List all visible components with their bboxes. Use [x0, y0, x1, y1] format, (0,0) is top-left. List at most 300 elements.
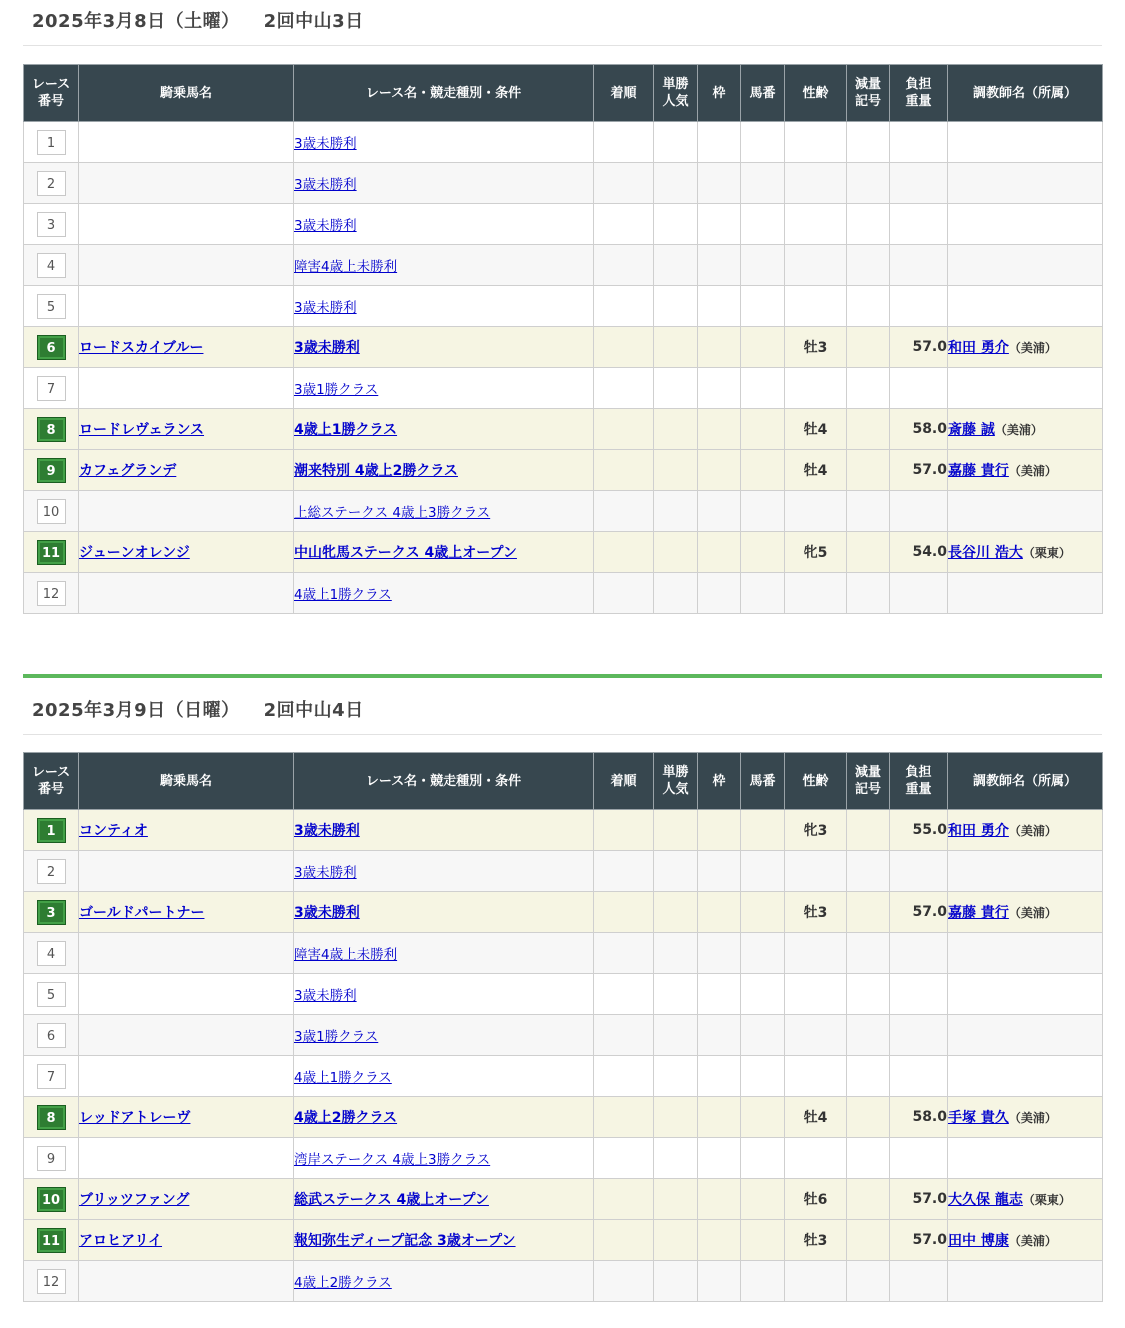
- horse-name-link[interactable]: レッドアトレーヴ: [79, 1110, 191, 1126]
- race-name-link[interactable]: 3歳未勝利: [294, 300, 357, 316]
- race-name-link[interactable]: 4歳上1勝クラス: [294, 422, 398, 438]
- race-number-cell: [24, 450, 79, 491]
- sex-age-cell: [785, 286, 847, 327]
- race-number-cell: [24, 1138, 79, 1179]
- col-race-name-header: レース名・競走種別・条件: [294, 753, 594, 810]
- race-name-link[interactable]: 総武ステークス 4歳上オープン: [294, 1192, 489, 1208]
- table-row: [24, 1261, 1103, 1302]
- popularity-cell: [654, 1097, 698, 1138]
- col-reduction-header: 減量 記号: [847, 65, 890, 122]
- finish-cell: [594, 892, 654, 933]
- trainer-link[interactable]: 和田 勇介: [948, 823, 1009, 839]
- race-number-badge[interactable]: 7: [37, 376, 66, 401]
- horse-name-cell: [79, 851, 294, 892]
- race-name-cell: [294, 491, 594, 532]
- trainer-cell: [948, 122, 1103, 163]
- popularity-cell: [654, 573, 698, 614]
- race-number-cell: [24, 286, 79, 327]
- race-name-cell: [294, 163, 594, 204]
- horse-name-cell: [79, 1056, 294, 1097]
- table-row: [24, 1220, 1103, 1261]
- finish-cell: [594, 491, 654, 532]
- horse-name-link[interactable]: コンティオ: [79, 823, 148, 839]
- umaban-cell: [741, 204, 785, 245]
- race-name-link[interactable]: 4歳上1勝クラス: [294, 1070, 392, 1086]
- popularity-cell: [654, 409, 698, 450]
- umaban-cell: [741, 892, 785, 933]
- race-name-link[interactable]: 4歳上1勝クラス: [294, 587, 392, 603]
- horse-name-cell: [79, 122, 294, 163]
- popularity-cell: [654, 204, 698, 245]
- weight-cell: [890, 122, 948, 163]
- reduction-cell: [847, 1056, 890, 1097]
- horse-name-cell: [79, 974, 294, 1015]
- reduction-cell: [847, 163, 890, 204]
- finish-cell: [594, 573, 654, 614]
- header-row: [24, 65, 1103, 122]
- race-name-link[interactable]: 湾岸ステークス 4歳上3勝クラス: [294, 1152, 491, 1168]
- sex-age-cell: [785, 204, 847, 245]
- umaban-cell: [741, 409, 785, 450]
- race-name-link[interactable]: 中山牝馬ステークス 4歳上オープン: [294, 545, 517, 561]
- col-race-number-header: レース 番号: [24, 753, 79, 810]
- race-number-badge[interactable]: 10: [37, 499, 66, 524]
- day-date: 2025年3月8日（土曜）: [32, 11, 240, 32]
- umaban-cell: [741, 450, 785, 491]
- race-name-cell: [294, 286, 594, 327]
- race-number-badge[interactable]: 8: [37, 1105, 66, 1130]
- horse-name-cell: [79, 450, 294, 491]
- reduction-cell: [847, 1179, 890, 1220]
- race-number-badge[interactable]: 3: [37, 900, 66, 925]
- finish-cell: [594, 450, 654, 491]
- sex-age-cell: 牡4: [785, 1097, 847, 1138]
- reduction-cell: [847, 532, 890, 573]
- horse-name-cell: [79, 532, 294, 573]
- race-number-badge[interactable]: 1: [37, 818, 66, 843]
- col-popularity-header: 単勝 人気: [654, 753, 698, 810]
- race-number-badge[interactable]: 11: [37, 540, 66, 565]
- weight-cell: [890, 163, 948, 204]
- weight-cell: [890, 245, 948, 286]
- race-table: [23, 752, 1103, 1302]
- horse-name-cell: [79, 1138, 294, 1179]
- horse-name-link[interactable]: ゴールドパートナー: [79, 905, 205, 921]
- popularity-cell: [654, 1261, 698, 1302]
- waku-cell: [698, 491, 741, 532]
- race-name-cell: [294, 245, 594, 286]
- trainer-cell: [948, 573, 1103, 614]
- col-horse-name-header: 騎乗馬名: [79, 65, 294, 122]
- col-race-name-header: レース名・競走種別・条件: [294, 65, 594, 122]
- weight-cell: [890, 368, 948, 409]
- reduction-cell: [847, 974, 890, 1015]
- weight-cell: [890, 491, 948, 532]
- finish-cell: [594, 1056, 654, 1097]
- table-row: [24, 851, 1103, 892]
- race-name-cell: [294, 1138, 594, 1179]
- col-reduction-header: 減量 記号: [847, 753, 890, 810]
- reduction-cell: [847, 122, 890, 163]
- popularity-cell: [654, 1220, 698, 1261]
- trainer-cell: [948, 204, 1103, 245]
- race-name-cell: [294, 327, 594, 368]
- reduction-cell: [847, 851, 890, 892]
- finish-cell: [594, 851, 654, 892]
- col-waku-header: 枠: [698, 753, 741, 810]
- table-row: [24, 409, 1103, 450]
- trainer-affiliation: （美浦）: [1008, 464, 1057, 478]
- race-number-badge[interactable]: 8: [37, 417, 66, 442]
- sex-age-cell: 牝3: [785, 810, 847, 851]
- waku-cell: [698, 1220, 741, 1261]
- race-number-badge[interactable]: 2: [37, 171, 66, 196]
- race-name-link[interactable]: 3歳未勝利: [294, 218, 357, 234]
- horse-name-link[interactable]: ロードレヴェランス: [79, 422, 205, 438]
- umaban-cell: [741, 286, 785, 327]
- race-number-cell: [24, 245, 79, 286]
- race-name-link[interactable]: 4歳上2勝クラス: [294, 1110, 398, 1126]
- table-row: [24, 122, 1103, 163]
- trainer-cell: [948, 1220, 1103, 1261]
- reduction-cell: [847, 892, 890, 933]
- race-number-cell: [24, 1097, 79, 1138]
- race-number-cell: [24, 204, 79, 245]
- table-row: [24, 245, 1103, 286]
- race-number-cell: [24, 1179, 79, 1220]
- popularity-cell: [654, 368, 698, 409]
- sex-age-cell: 牡3: [785, 327, 847, 368]
- race-name-cell: [294, 368, 594, 409]
- table-row: [24, 1179, 1103, 1220]
- finish-cell: [594, 327, 654, 368]
- race-number-badge[interactable]: 1: [37, 130, 66, 155]
- trainer-cell: [948, 851, 1103, 892]
- finish-cell: [594, 286, 654, 327]
- weight-cell: [890, 851, 948, 892]
- race-name-cell: [294, 1261, 594, 1302]
- race-number-badge[interactable]: 2: [37, 859, 66, 884]
- table-row: [24, 810, 1103, 851]
- race-name-link[interactable]: 3歳未勝利: [294, 988, 357, 1004]
- race-number-cell: [24, 933, 79, 974]
- weight-cell: [890, 1138, 948, 1179]
- race-number-cell: [24, 122, 79, 163]
- trainer-cell: [948, 974, 1103, 1015]
- finish-cell: [594, 122, 654, 163]
- popularity-cell: [654, 1138, 698, 1179]
- trainer-link[interactable]: 和田 勇介: [948, 340, 1009, 356]
- trainer-cell: [948, 1015, 1103, 1056]
- race-name-link[interactable]: 障害4歳上未勝利: [294, 947, 398, 963]
- table-row: [24, 1015, 1103, 1056]
- popularity-cell: [654, 933, 698, 974]
- trainer-affiliation: （栗東）: [1022, 1193, 1071, 1207]
- divider: [23, 734, 1102, 735]
- trainer-link[interactable]: 嘉藤 貴行: [948, 463, 1009, 479]
- trainer-cell: [948, 245, 1103, 286]
- race-name-cell: [294, 409, 594, 450]
- finish-cell: [594, 1138, 654, 1179]
- trainer-affiliation: （美浦）: [1008, 1234, 1057, 1248]
- horse-name-cell: [79, 368, 294, 409]
- day-meeting: 2回中山3日: [263, 11, 364, 32]
- sex-age-cell: [785, 368, 847, 409]
- sex-age-cell: [785, 933, 847, 974]
- table-row: [24, 933, 1103, 974]
- weight-cell: [890, 1261, 948, 1302]
- race-number-cell: [24, 1056, 79, 1097]
- waku-cell: [698, 810, 741, 851]
- table-row: [24, 573, 1103, 614]
- col-weight-header: 負担 重量: [890, 65, 948, 122]
- race-name-cell: [294, 204, 594, 245]
- waku-cell: [698, 933, 741, 974]
- reduction-cell: [847, 409, 890, 450]
- sex-age-cell: [785, 851, 847, 892]
- horse-name-link[interactable]: ロードスカイブルー: [79, 340, 204, 356]
- race-name-link[interactable]: 報知弥生ディープ記念 3歳オープン: [294, 1233, 516, 1249]
- reduction-cell: [847, 286, 890, 327]
- race-name-link[interactable]: 上総ステークス 4歳上3勝クラス: [294, 505, 491, 521]
- reduction-cell: [847, 491, 890, 532]
- col-finish-header: 着順: [594, 65, 654, 122]
- table-row: [24, 892, 1103, 933]
- popularity-cell: [654, 327, 698, 368]
- sex-age-cell: 牝5: [785, 532, 847, 573]
- sex-age-cell: 牡3: [785, 1220, 847, 1261]
- horse-name-cell: [79, 1220, 294, 1261]
- horse-name-cell: [79, 245, 294, 286]
- sex-age-cell: [785, 974, 847, 1015]
- trainer-affiliation: （美浦）: [1008, 906, 1057, 920]
- sex-age-cell: [785, 245, 847, 286]
- race-number-badge[interactable]: 4: [37, 941, 66, 966]
- trainer-link[interactable]: 長谷川 浩大: [948, 545, 1023, 561]
- finish-cell: [594, 532, 654, 573]
- race-number-badge[interactable]: 9: [37, 458, 66, 483]
- horse-name-cell: [79, 1261, 294, 1302]
- finish-cell: [594, 1261, 654, 1302]
- race-number-cell: [24, 974, 79, 1015]
- col-umaban-header: 馬番: [741, 753, 785, 810]
- popularity-cell: [654, 286, 698, 327]
- race-number-cell: [24, 532, 79, 573]
- popularity-cell: [654, 892, 698, 933]
- race-number-cell: [24, 163, 79, 204]
- race-number-cell: [24, 491, 79, 532]
- race-number-cell: [24, 573, 79, 614]
- trainer-cell: [948, 892, 1103, 933]
- race-name-cell: [294, 1015, 594, 1056]
- race-number-badge[interactable]: 3: [37, 212, 66, 237]
- trainer-cell: [948, 1138, 1103, 1179]
- popularity-cell: [654, 245, 698, 286]
- race-number-badge[interactable]: 7: [37, 1064, 66, 1089]
- trainer-link[interactable]: 田中 博康: [948, 1233, 1009, 1249]
- table-row: [24, 1097, 1103, 1138]
- sex-age-cell: [785, 1261, 847, 1302]
- race-number-badge[interactable]: 5: [37, 294, 66, 319]
- sex-age-cell: 牡3: [785, 892, 847, 933]
- umaban-cell: [741, 1097, 785, 1138]
- race-name-cell: [294, 974, 594, 1015]
- horse-name-link[interactable]: アロヒアリイ: [79, 1233, 163, 1249]
- trainer-affiliation: （美浦）: [1008, 341, 1057, 355]
- race-name-link[interactable]: 3歳未勝利: [294, 865, 357, 881]
- sex-age-cell: [785, 1015, 847, 1056]
- finish-cell: [594, 368, 654, 409]
- col-horse-name-header: 騎乗馬名: [79, 753, 294, 810]
- waku-cell: [698, 1015, 741, 1056]
- sex-age-cell: [785, 122, 847, 163]
- race-name-link[interactable]: 障害4歳上未勝利: [294, 259, 398, 275]
- waku-cell: [698, 163, 741, 204]
- race-name-link[interactable]: 3歳1勝クラス: [294, 382, 379, 398]
- race-number-badge[interactable]: 4: [37, 253, 66, 278]
- umaban-cell: [741, 1179, 785, 1220]
- horse-name-cell: [79, 491, 294, 532]
- trainer-link[interactable]: 斎藤 誠: [948, 422, 995, 438]
- trainer-cell: [948, 409, 1103, 450]
- race-number-badge[interactable]: 9: [37, 1146, 66, 1171]
- reduction-cell: [847, 933, 890, 974]
- horse-name-cell: [79, 810, 294, 851]
- race-number-badge[interactable]: 5: [37, 982, 66, 1007]
- horse-name-link[interactable]: カフェグランデ: [79, 463, 177, 479]
- table-row: [24, 204, 1103, 245]
- race-number-cell: [24, 810, 79, 851]
- weight-cell: 57.0: [890, 1220, 948, 1261]
- horse-name-cell: [79, 204, 294, 245]
- umaban-cell: [741, 491, 785, 532]
- race-number-cell: [24, 892, 79, 933]
- day-meeting: 2回中山4日: [263, 700, 364, 721]
- finish-cell: [594, 163, 654, 204]
- sex-age-cell: 牡4: [785, 450, 847, 491]
- sex-age-cell: 牡6: [785, 1179, 847, 1220]
- umaban-cell: [741, 933, 785, 974]
- race-number-badge[interactable]: 12: [37, 581, 66, 606]
- trainer-cell: [948, 1097, 1103, 1138]
- umaban-cell: [741, 532, 785, 573]
- horse-name-cell: [79, 892, 294, 933]
- race-number-cell: [24, 1015, 79, 1056]
- trainer-affiliation: （美浦）: [1008, 1111, 1057, 1125]
- reduction-cell: [847, 1015, 890, 1056]
- umaban-cell: [741, 1220, 785, 1261]
- finish-cell: [594, 974, 654, 1015]
- trainer-cell: [948, 327, 1103, 368]
- race-name-cell: [294, 851, 594, 892]
- race-name-link[interactable]: 4歳上2勝クラス: [294, 1275, 392, 1291]
- trainer-link[interactable]: 大久保 龍志: [948, 1192, 1023, 1208]
- table-row: [24, 163, 1103, 204]
- horse-name-cell: [79, 409, 294, 450]
- race-name-link[interactable]: 潮来特別 4歳上2勝クラス: [294, 463, 458, 479]
- weight-cell: 57.0: [890, 892, 948, 933]
- waku-cell: [698, 122, 741, 163]
- sex-age-cell: 牡4: [785, 409, 847, 450]
- header-row: [24, 753, 1103, 810]
- race-name-link[interactable]: 3歳1勝クラス: [294, 1029, 379, 1045]
- race-name-link[interactable]: 3歳未勝利: [294, 823, 360, 839]
- col-finish-header: 着順: [594, 753, 654, 810]
- table-row: [24, 368, 1103, 409]
- weight-cell: 58.0: [890, 1097, 948, 1138]
- sex-age-cell: [785, 573, 847, 614]
- table-row: [24, 974, 1103, 1015]
- table-row: [24, 1138, 1103, 1179]
- weight-cell: [890, 1015, 948, 1056]
- umaban-cell: [741, 163, 785, 204]
- popularity-cell: [654, 450, 698, 491]
- col-popularity-header: 単勝 人気: [654, 65, 698, 122]
- horse-name-cell: [79, 933, 294, 974]
- race-name-link[interactable]: 3歳未勝利: [294, 340, 360, 356]
- race-number-badge[interactable]: 6: [37, 335, 66, 360]
- trainer-link[interactable]: 手塚 貴久: [948, 1110, 1009, 1126]
- finish-cell: [594, 1179, 654, 1220]
- race-name-cell: [294, 1056, 594, 1097]
- trainer-link[interactable]: 嘉藤 貴行: [948, 905, 1009, 921]
- col-umaban-header: 馬番: [741, 65, 785, 122]
- waku-cell: [698, 892, 741, 933]
- table-row: [24, 286, 1103, 327]
- horse-name-link[interactable]: ブリッツファング: [79, 1192, 190, 1208]
- finish-cell: [594, 409, 654, 450]
- race-name-cell: [294, 1097, 594, 1138]
- umaban-cell: [741, 810, 785, 851]
- race-number-badge[interactable]: 12: [37, 1269, 66, 1294]
- weight-cell: 55.0: [890, 810, 948, 851]
- waku-cell: [698, 409, 741, 450]
- divider: [23, 45, 1102, 46]
- race-number-badge[interactable]: 10: [37, 1187, 66, 1212]
- umaban-cell: [741, 1056, 785, 1097]
- trainer-cell: [948, 810, 1103, 851]
- race-number-badge[interactable]: 11: [37, 1228, 66, 1253]
- race-name-link[interactable]: 3歳未勝利: [294, 905, 360, 921]
- reduction-cell: [847, 245, 890, 286]
- horse-name-link[interactable]: ジューンオレンジ: [79, 545, 190, 561]
- race-name-link[interactable]: 3歳未勝利: [294, 136, 357, 152]
- trainer-cell: [948, 532, 1103, 573]
- finish-cell: [594, 1015, 654, 1056]
- horse-name-cell: [79, 1097, 294, 1138]
- waku-cell: [698, 1179, 741, 1220]
- race-name-cell: [294, 1220, 594, 1261]
- trainer-cell: [948, 1179, 1103, 1220]
- race-number-badge[interactable]: 6: [37, 1023, 66, 1048]
- section-divider: [23, 674, 1102, 678]
- race-name-link[interactable]: 3歳未勝利: [294, 177, 357, 193]
- weight-cell: [890, 573, 948, 614]
- col-race-number-header: レース 番号: [24, 65, 79, 122]
- trainer-cell: [948, 368, 1103, 409]
- popularity-cell: [654, 974, 698, 1015]
- table-row: [24, 450, 1103, 491]
- trainer-cell: [948, 1056, 1103, 1097]
- table-row: [24, 491, 1103, 532]
- race-number-cell: [24, 327, 79, 368]
- race-name-cell: [294, 573, 594, 614]
- waku-cell: [698, 368, 741, 409]
- waku-cell: [698, 286, 741, 327]
- race-number-cell: [24, 1261, 79, 1302]
- col-sex-age-header: 性齢: [785, 753, 847, 810]
- popularity-cell: [654, 122, 698, 163]
